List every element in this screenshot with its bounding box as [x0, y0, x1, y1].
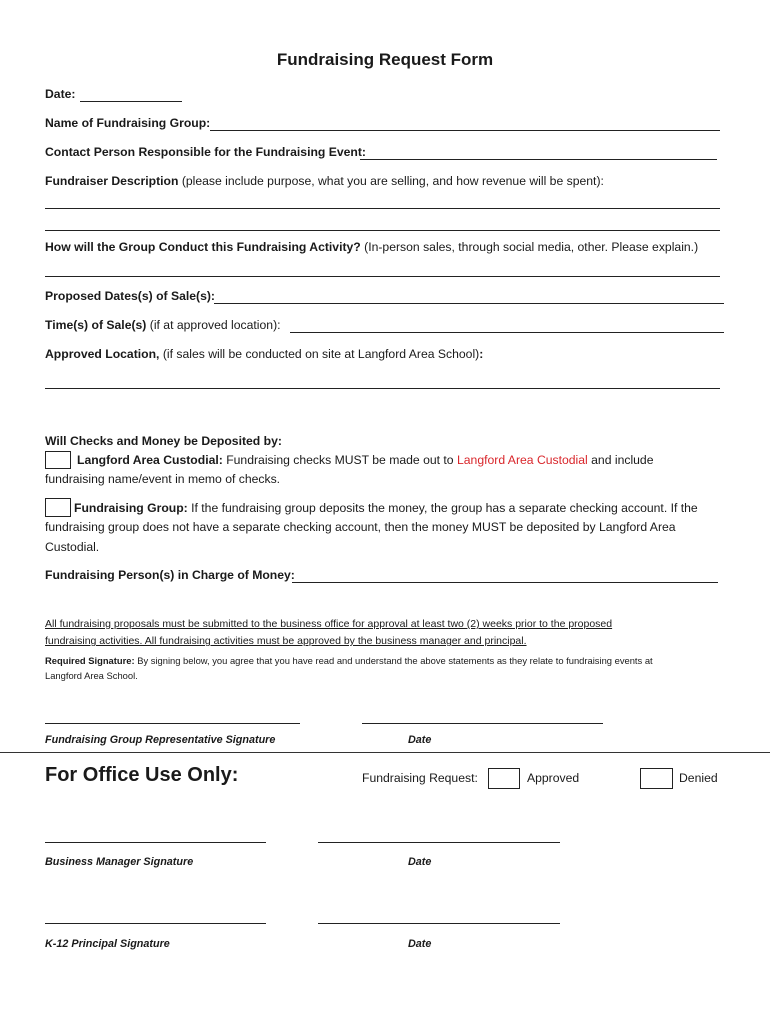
times-label: Time(s) of Sale(s) (if at approved location): — [45, 318, 281, 332]
required-signature-text-2: Langford Area School. — [45, 670, 138, 681]
contact-field[interactable] — [360, 159, 717, 160]
option2-text-2: fundraising group does not have a separate checking account, then the money MUST be deposited by Langford Area — [45, 520, 676, 534]
principal-signature-line[interactable] — [45, 923, 266, 924]
rep-date-line[interactable] — [362, 723, 603, 724]
bm-signature-label: Business Manager Signature — [45, 856, 194, 868]
proposed-dates-label: Proposed Dates(s) of Sale(s): — [45, 289, 215, 303]
rep-signature-label: Fundraising Group Representative Signature — [45, 734, 276, 746]
conduct-label: How will the Group Conduct this Fundraising Activity? (In-person sales, through social media, other. Please explain.) — [45, 240, 699, 254]
denied-checkbox[interactable] — [640, 768, 673, 789]
group-checkbox[interactable] — [45, 498, 71, 517]
location-field[interactable] — [45, 388, 720, 389]
denied-label: Denied — [679, 771, 718, 785]
custodial-highlight: Langford Area Custodial — [456, 453, 588, 467]
option2-text-3: Custodial. — [45, 540, 100, 554]
approved-checkbox[interactable] — [488, 768, 520, 789]
date-label: Date: — [45, 87, 76, 101]
principal-date-line[interactable] — [318, 923, 560, 924]
rep-date-label: Date — [408, 734, 432, 746]
approved-label: Approved — [527, 771, 580, 785]
contact-label: Contact Person Responsible for the Fundraising Event: — [45, 145, 366, 159]
bm-signature-line[interactable] — [45, 842, 266, 843]
notice-line-1: All fundraising proposals must be submitted to the business office for approval at least two (2) weeks prior to the proposed — [45, 618, 613, 630]
times-field[interactable] — [290, 332, 724, 333]
bm-date-line[interactable] — [318, 842, 560, 843]
custodial-checkbox[interactable] — [45, 451, 71, 469]
persons-label: Fundraising Person(s) in Charge of Money: — [45, 568, 295, 582]
description-label: Fundraiser Description (please include purpose, what you are selling, and how revenue will be spent): — [45, 174, 604, 188]
rep-signature-line[interactable] — [45, 723, 300, 724]
required-signature-text: Required Signature: By signing below, you agree that you have read and understand the above statements as they relate to fundraising events at — [45, 655, 653, 666]
option1-text-2: fundraising name/event in memo of checks. — [45, 472, 281, 486]
option2-text: Fundraising Group: If the fundraising group deposits the money, the group has a separate checking account. If the — [74, 501, 698, 515]
proposed-dates-field[interactable] — [214, 303, 724, 304]
option1-text: Langford Area Custodial: Fundraising checks MUST be made out to Langford Area Custodial and include — [77, 453, 654, 467]
description-line-1[interactable] — [45, 208, 720, 209]
principal-date-label: Date — [408, 938, 432, 950]
bm-date-label: Date — [408, 856, 432, 868]
office-heading: For Office Use Only: — [45, 764, 239, 786]
conduct-field[interactable] — [45, 276, 720, 277]
persons-field[interactable] — [292, 582, 718, 583]
date-field[interactable] — [80, 101, 182, 102]
form-title: Fundraising Request Form — [276, 50, 494, 69]
location-label: Approved Location, (if sales will be conducted on site at Langford Area School): — [45, 347, 484, 361]
deposit-heading: Will Checks and Money be Deposited by: — [45, 434, 282, 448]
group-name-label: Name of Fundraising Group: — [45, 116, 211, 130]
group-name-field[interactable] — [210, 130, 720, 131]
request-label: Fundraising Request: — [362, 771, 478, 785]
principal-signature-label: K-12 Principal Signature — [45, 938, 170, 950]
section-divider — [0, 752, 770, 753]
notice-line-2: fundraising activities. All fundraising activities must be approved by the business manager and principal. — [45, 635, 527, 647]
description-line-2[interactable] — [45, 230, 720, 231]
